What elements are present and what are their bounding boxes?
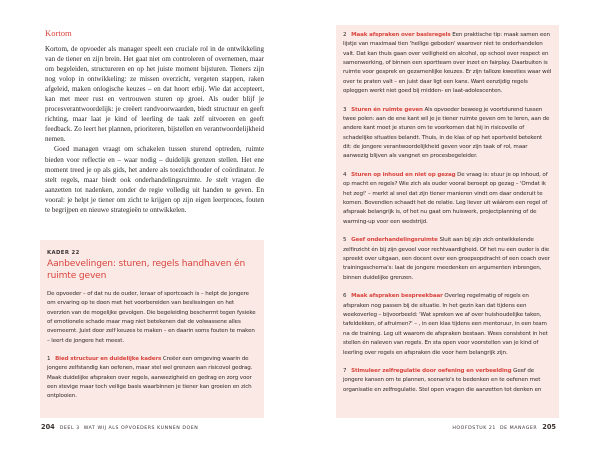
recommendation-heading: Stimuleer zelfregulatie door oefening en verbeelding bbox=[351, 368, 512, 375]
recommendation-heading: Sturen én ruimte geven bbox=[351, 106, 423, 113]
page-number: 204 bbox=[41, 423, 55, 431]
page-footer bbox=[41, 423, 198, 431]
kader-box-continued bbox=[336, 25, 559, 418]
recommendation-item bbox=[343, 31, 552, 96]
page-number: 205 bbox=[542, 423, 556, 431]
recommendation-heading: Geef onderhandelingsruimte bbox=[351, 237, 438, 244]
recommendation-number: 3 bbox=[343, 106, 347, 113]
recommendation-text: Creëer een omgeving waarin de jongere zelfstandig kan oefenen, maar stel wel grenzen aan risicovol gedrag. Maak duidelijke afspraken over regels, aanwezigheid en gedrag en zorg voor een stevige maar toch veilige basis waarbinnen je tiener kan groeien en zich ontplooien. bbox=[47, 356, 253, 400]
recommendation-number: 4 bbox=[343, 172, 347, 179]
footer-title: DE MANAGER bbox=[499, 426, 538, 431]
recommendation-item bbox=[47, 355, 257, 402]
right-page bbox=[300, 0, 600, 460]
recommendation-heading: Maak afspraken bespreekbaar bbox=[351, 293, 443, 300]
recommendation-number: 1 bbox=[47, 356, 51, 363]
recommendation-text: Sluit aan bij zijn zich ontwikkelende zelfinzicht én bij zijn gevoel voor rechtvaardigheid. Of het nu een ouder is die spreekt over uitgaan, een docent over een groepsopdracht of een coach over trainingsschema's: laat de jongere meedenken en argumenten inbrengen, binnen duidelijke grenzen. bbox=[343, 237, 550, 281]
recommendation-text: Geef de jongere kansen om te plannen, scenario's te bedenken en te oefenen met organisatie en zelfregulatie. Stel open vragen die aanzetten tot denken en bbox=[343, 368, 542, 393]
recommendation-heading: Sturen op inhoud en niet op gezag bbox=[351, 172, 456, 179]
kader-intro: De opvoeder – of dat nu de ouder, leraar of sportcoach is – helpt de jongere om ervaring op te doen met het voorbereiden van beslissingen en het overzien van de mogelijke gevolgen. Die begeleiding beschermt tegen fysieke of emotionele schade maar mag niet betekenen dat de volwassene alles overneemt. Juist door zelf keuzes te maken – en daarin soms fouten te maken – leert de jongere het meest. bbox=[47, 291, 256, 344]
footer-part: DEEL 3 bbox=[59, 426, 80, 431]
recommendation-number: 7 bbox=[343, 368, 347, 375]
kader-title: Aanbevelingen: sturen, regels handhaven én ruimte geven bbox=[47, 259, 246, 281]
section-title: Kortom bbox=[45, 28, 72, 38]
recommendation-item bbox=[343, 106, 552, 162]
footer-chapter: HOOFDSTUK 21 bbox=[452, 426, 496, 431]
recommendation-number: 5 bbox=[343, 237, 347, 244]
recommendation-text: De vraag is: stuur je op inhoud, of op macht en regels? Wie zich als ouder vooral beroept op gezag – 'Omdat ik het zeg!' – merkt al snel dat zijn tiener manieren vindt om daar onderuit te komen. Bovendien schaadt het de relatie. Leg liever uit wáárom een regel of afspraak belangrijk is, of het nu gaat om huiswerk, projectplanning of de warming-up voor een wedstrijd. bbox=[343, 172, 548, 225]
kader-label: KADER 22 bbox=[47, 250, 80, 256]
recommendation-item bbox=[343, 367, 552, 395]
kader-box bbox=[40, 240, 264, 418]
recommendation-item bbox=[343, 292, 552, 357]
recommendation-text: Overleg regelmatig of regels en afspraken nog passen bij de situatie. In het gezin kan dat tijdens een weekoverleg – bijvoorbeeld: 'Wat spreken we af over huishoudelijke taken, tafeldekken, of afruimen?' – , in een klas tijdens een mentoruur, in een team na de training. Leg uit waarom de afspraken bestaan. Wees consistent in het stellen én naleven van regels. En sta open voor voorstellen van je kind of leerling over regels en afspraken die voor hem belangrijk zijn. bbox=[343, 293, 548, 356]
page-footer bbox=[452, 423, 556, 431]
recommendation-item bbox=[343, 236, 552, 283]
recommendation-number: 2 bbox=[343, 32, 347, 38]
recommendation-heading: Maak afspraken over basisregels bbox=[351, 32, 451, 38]
footer-title: WAT WIJ ALS OPVOEDERS KUNNEN DOEN bbox=[83, 426, 199, 431]
recommendation-heading: Bied structuur en duidelijke kaders bbox=[55, 356, 162, 363]
body-text bbox=[45, 44, 264, 215]
recommendation-item bbox=[343, 171, 552, 227]
recommendation-text: Als opvoeder beweeg je voortdurend tussen twee polen: aan de ene kant wil je je tiener ruimte geven om te leren, aan de andere kant moet je sturen om te voorkomen dat hij in risicovolle of schadelijke situaties belandt. Thuis, in de klas of op het sportveld betekent dit: de jongere verantwoordelijkheid geven voor zijn taak of rol, maar aanwezig blijven als vangnet en procesbegeleider. bbox=[343, 106, 550, 160]
recommendation-text: Een praktische tip: maak samen een lijstje van maximaal tien 'heilige geboden' waarover niet te onderhandelen valt. Dat kan thuis gaan over veiligheid en alcohol, op school over respect en samenwerking, of binnen een sportteam over inzet en fairplay. Daarbuiten is ruimte voor gesprek en gezamenlijke keuzes. Er zijn talloze kwesties waar wél over te praten valt – en juist daar ligt een kans. Want eenzijdig regels opleggen werkt niet goed bij midden- en laat-adolescenten. bbox=[343, 32, 552, 95]
recommendation-number: 6 bbox=[343, 293, 347, 300]
paragraph: Goed managen vraagt om schakelen tussen sturend optreden, ruimte bieden voor reflectie en – waar nodig – duidelijk grenzen stellen. Het ene moment treed je op als gids, het andere als toezichthouder of coördinator. Je stelt regels, maar biedt ook onderhandelingsruimte. Je stelt vragen die aanzetten tot nadenken, zonder de regie volledig uit handen te geven. En vooral: je helpt je tiener om zicht te krijgen op zijn eigen leerproces, fouten te begrijpen en nieuwe strategieën te ontwikkelen. bbox=[45, 145, 264, 214]
paragraph: Kortom, de opvoeder als manager speelt een cruciale rol in de ontwikkeling van de tiener en zijn brein. Het gaat niet om controleren of overnemen, maar om begeleiden, structureren en op het juiste moment bijsturen. Tieners zijn nog volop in ontwikkeling: ze missen overzicht, vergeten stappen, raken afgeleid, maken onlogische keuzes – en dat hoort erbij. Wie dat accepteert, kan met meer rust en vertrouwen sturen op groei. Als ouder blijf je procesverantwoordelijk: je creëert randvoorwaarden, biedt structuur en geeft richting, maar laat je kind of leerling de taak zelf uitvoeren en geeft feedback. Zo leert het plannen, prioriteren, bijstellen en verantwoordelijkheid nemen. bbox=[45, 45, 264, 144]
